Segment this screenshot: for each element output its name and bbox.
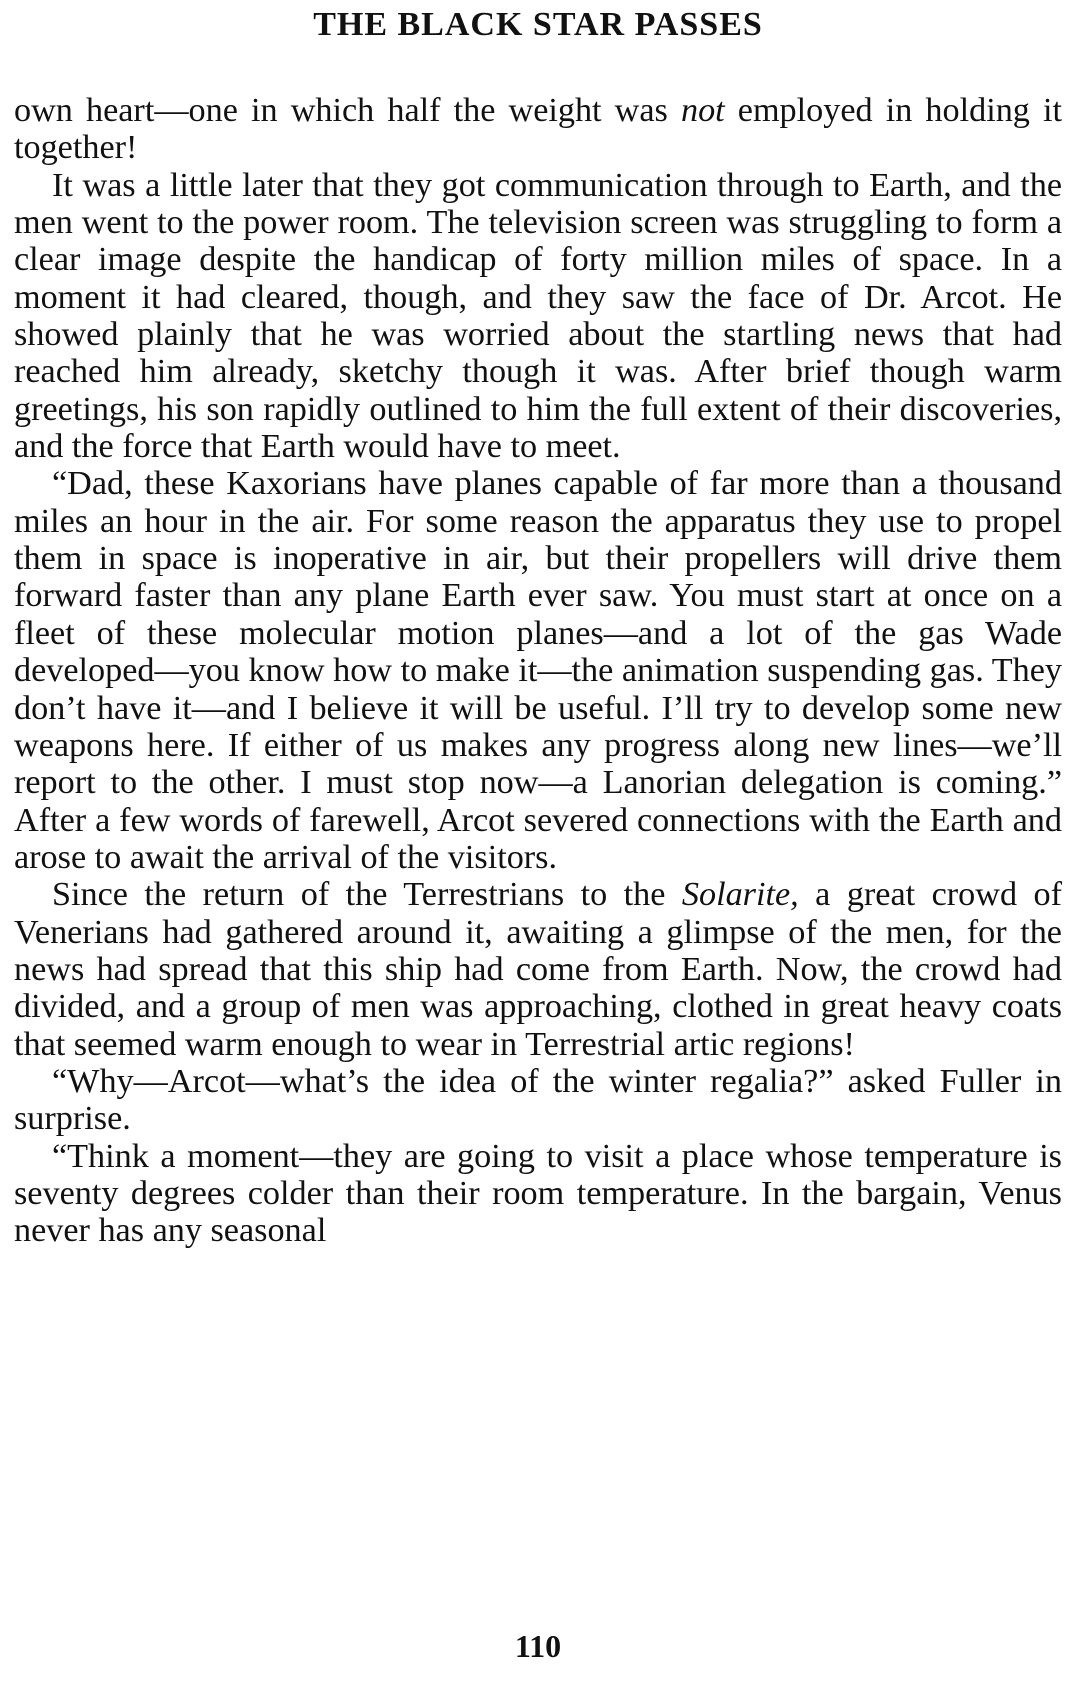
- paragraph-text: “Why—Arcot—what’s the idea of the winter regalia?” asked Fuller in surprise.: [14, 1062, 1062, 1138]
- paragraph-text: a great crowd of Venerians had gathered around it, awaiting a glimpse of the men, for the news had spread that this ship had come from Earth. Now, the crowd had divided, and a group of men was approaching, clothed in great heavy coats that seemed warm enough to wear in Terrestrial artic regions!: [14, 876, 1062, 1063]
- paragraph: [14, 465, 1062, 876]
- paragraph-text: own heart—one in which half the weight was: [14, 92, 681, 129]
- italic-text: Solarite,: [681, 876, 799, 914]
- running-head: THE BLACK STAR PASSES: [313, 6, 763, 43]
- paragraph: [14, 92, 1062, 167]
- paragraph-text: Since the return of the Terrestrians to the: [52, 876, 682, 914]
- paragraph-text: “Think a moment—they are going to visit a place whose temperature is seventy degrees colder than their room temperature. In the bargain, Venus never has any seasonal: [14, 1137, 1062, 1250]
- italic-text: not: [680, 92, 725, 129]
- paragraph-text: It was a little later that they got communication through to Earth, and the men went to the power room. The television screen was struggling to form a clear image despite the handicap of forty million miles of space. In a moment it had cleared, though, and they saw the face of Dr. Arcot. He showed plainly that he was worried about the startling news that had reached him already, sketchy though it was. After brief though warm greetings, his son rapidly outlined to him the full extent of their discoveries, and the force that Earth would have to meet.: [14, 166, 1062, 466]
- paragraph: [14, 876, 1062, 1063]
- paragraph: [14, 1138, 1062, 1250]
- body-text: [14, 92, 1062, 1250]
- page-number: 110: [514, 1628, 562, 1664]
- paragraph: [14, 1063, 1062, 1138]
- paragraph: [14, 167, 1062, 466]
- paragraph-text: “Dad, these Kaxorians have planes capable of far more than a thousand miles an hour in the air. For some reason the apparatus they use to propel them in space is inoperative in air, but their propellers will drive them forward faster than any plane Earth ever saw. You must start at once on a fleet of these molecular motion planes—and a lot of the gas Wade developed—you know how to make it—the animation suspending gas. They don’t have it—and I believe it will be useful. I’ll try to develop some new weapons here. If either of us makes any progress along new lines—we’ll report to the other. I must stop now—a Lanorian delegation is coming.” After a few words of farewell, Arcot severed connections with the Earth and arose to await the arrival of the visitors.: [14, 465, 1062, 876]
- paragraph-text: employed in holding it together!: [14, 92, 1062, 167]
